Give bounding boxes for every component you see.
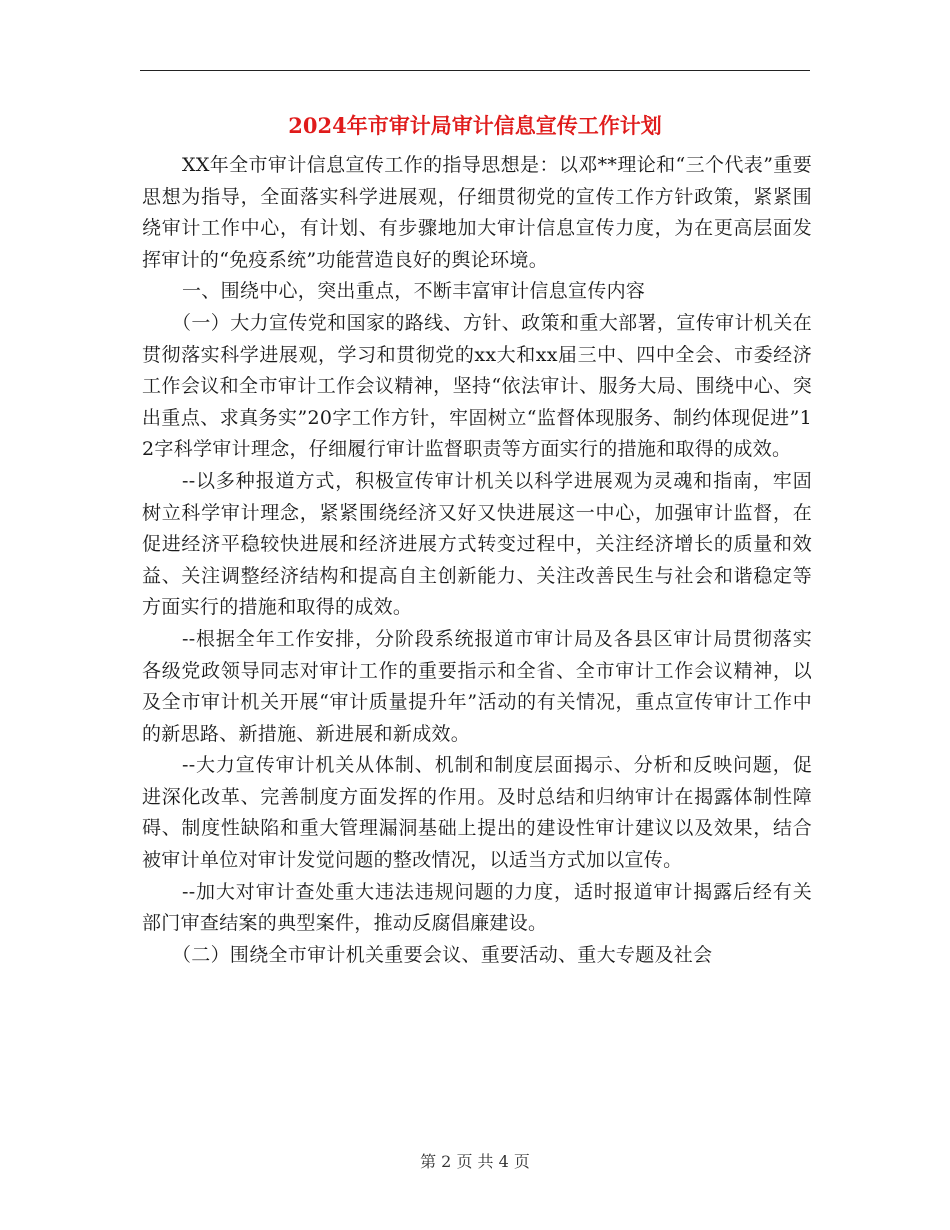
header-rule [140,70,810,71]
page-number-footer: 第 2 页 共 4 页 [420,1152,530,1171]
document-title: 2024年市审计局审计信息宣传工作计划 [288,113,662,138]
paragraph-subsection-1: （一）大力宣传党和国家的路线、方针、政策和重大部署，宣传审计机关在贯彻落实科学进展观，学习和贯彻党的xx大和xx届三中、四中全会、市委经济工作会议和全市审计工作会议精神，坚持“依法审计、服务大局、围绕中心、突出重点、求真务实”20字工作方针，牢固树立“监督体现服务、制约体现促进”12字科学审计理念，仔细履行审计监督职责等方面实行的措施和取得的成效。 [142,311,812,461]
document-body [142,150,812,971]
paragraph-bullet-1: --以多种报道方式，积极宣传审计机关以科学进展观为灵魂和指南，牢固树立科学审计理念，紧紧围绕经济又好又快进展这一中心，加强审计监督，在促进经济平稳较快进展和经济进展方式转变过程中，关注经济增长的质量和效益、关注调整经济结构和提高自主创新能力、关注改善民生与社会和谐稳定等方面实行的措施和取得的成效。 [142,469,812,619]
section-heading-1: 一、围绕中心，突出重点，不断丰富审计信息宣传内容 [182,280,646,303]
paragraph-bullet-4: --加大对审计查处重大违法违规问题的力度，适时报道审计揭露后经有关部门审查结案的典型案件，推动反腐倡廉建设。 [142,880,812,935]
paragraph-subsection-2: （二）围绕全市审计机关重要会议、重要活动、重大专题及社会 [172,943,713,966]
paragraph-guiding-ideology: XX年全市审计信息宣传工作的指导思想是：以邓**理论和“三个代表”重要思想为指导，全面落实科学进展观，仔细贯彻党的宣传工作方针政策，紧紧围绕审计工作中心，有计划、有步骤地加大审计信息宣传力度，为在更高层面发挥审计的“免疫系统”功能营造良好的舆论环境。 [142,154,812,271]
paragraph-bullet-2: --根据全年工作安排，分阶段系统报道市审计局及各县区审计局贯彻落实各级党政领导同志对审计工作的重要指示和全省、全市审计工作会议精神，以及全市审计机关开展“审计质量提升年”活动的有关情况，重点宣传审计工作中的新思路、新措施、新进展和新成效。 [142,627,812,745]
paragraph-bullet-3: --大力宣传审计机关从体制、机制和制度层面揭示、分析和反映问题，促进深化改革、完善制度方面发挥的作用。及时总结和归纳审计在揭露体制性障碍、制度性缺陷和重大管理漏洞基础上提出的建设性审计建议以及效果，结合被审计单位对审计发觉问题的整改情况，以适当方式加以宣传。 [142,754,812,872]
